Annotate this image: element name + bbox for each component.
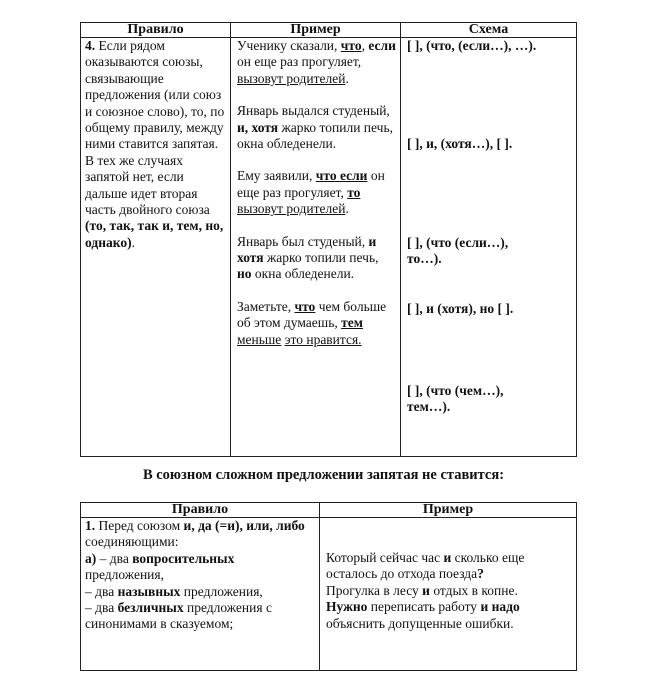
example-5: Заметьте, что чем больше об этом думаешь, тем меньше это нравится. <box>237 298 387 347</box>
rule-line-3: – два назывных предложения, <box>85 583 263 599</box>
header-example: Пример <box>320 503 577 518</box>
header-row <box>81 23 577 38</box>
header-row <box>81 503 577 518</box>
example-cell <box>320 518 577 671</box>
examples-cell <box>231 38 401 457</box>
header-rule: Правило <box>81 503 320 518</box>
example-3: Ему заявили, что если он еще раз прогуляет, то вызовут родителей. <box>237 168 385 217</box>
example-2: Январь выдался студеный, и, хотя жарко топили печь, окна обледенели. <box>237 103 393 152</box>
rule-line-4: – два безличных предложения с синонимами в сказуемом; <box>85 600 272 632</box>
rule-line-2: а) – два вопросительных предложения, <box>85 550 235 583</box>
header-rule: Правило <box>81 23 231 38</box>
rule-number: 4. <box>85 38 96 53</box>
scheme-5: [ ], (что (чем…), тем…). <box>407 383 504 415</box>
example-line-2: Прогулка в лесу и отдых в копне. <box>326 582 518 598</box>
rule-cell <box>81 38 231 457</box>
scheme-2: [ ], и, (хотя…), [ ]. <box>407 136 513 152</box>
header-example: Пример <box>231 23 401 38</box>
example-1: Ученику сказали, что, если он еще раз прогуляет, вызовут родителей. <box>237 38 396 86</box>
table-row <box>81 518 577 671</box>
example-line-1: Который сейчас час и сколько еще осталось до отхода поезда? <box>326 550 525 582</box>
schemes-cell <box>401 38 577 457</box>
rules-table-no-comma <box>80 502 577 671</box>
example-line-3: Нужно переписать работу и надо объяснить допущенные ошибки. <box>326 599 520 631</box>
example-4: Январь был студеный, и хотя жарко топили печь, но окна обледенели. <box>237 233 379 282</box>
scheme-4: [ ], и (хотя), но [ ]. <box>407 300 514 316</box>
rules-table-main <box>80 22 577 457</box>
table-row <box>81 38 577 457</box>
scheme-1: [ ], (что, (если…), …). <box>407 38 537 53</box>
rule-line-1: 1. Перед союзом и, да (=и), или, либо соединяющими: <box>85 518 305 550</box>
rule-cell <box>81 518 320 671</box>
rule-paragraph-2: В тех же случаях запятой нет, если дальше идет вторая часть двойного союза (то, так, так и, тем, но, однако). <box>85 152 224 250</box>
scheme-3: [ ], (что (если…), то…). <box>407 234 509 267</box>
section-heading: В союзном сложном предложении запятая не ставится: <box>142 467 505 483</box>
rule-paragraph-1: 4. Если рядом оказываются союзы, связывающие предложения (или союз и союзное слово), то, по общему правилу, между ними ставится запятая. <box>85 38 225 152</box>
header-scheme: Схема <box>401 23 577 38</box>
